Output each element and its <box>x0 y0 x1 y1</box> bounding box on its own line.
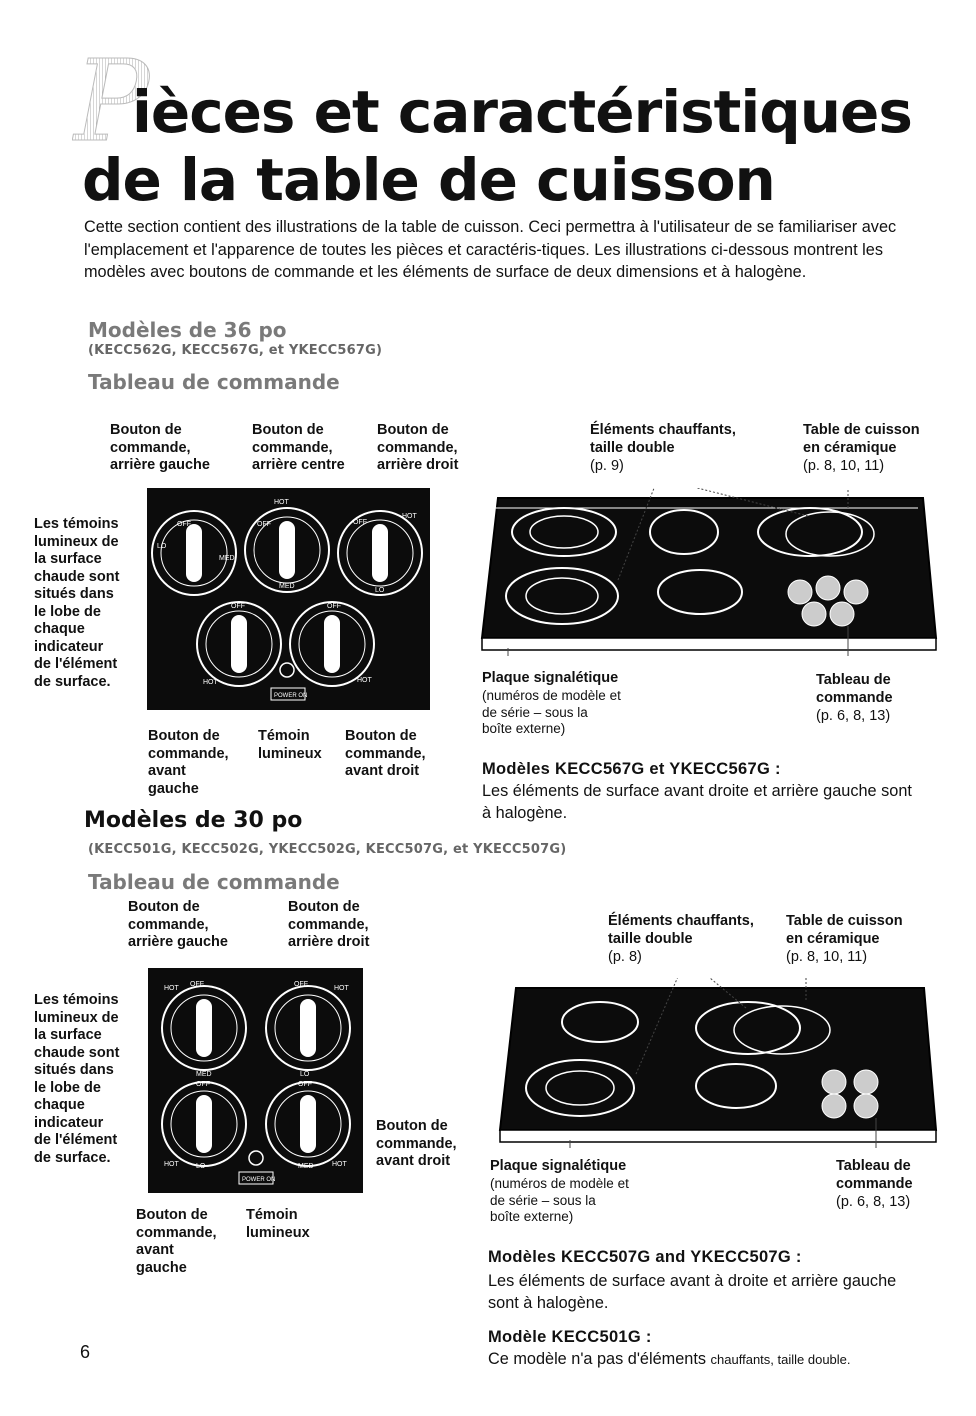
svg-text:HOT: HOT <box>274 499 289 506</box>
cooktop-36-illustration <box>478 488 940 656</box>
label-control-panel-ref-30: (p. 6, 8, 13) <box>836 1194 911 1210</box>
svg-text:OFF: OFF <box>231 603 245 610</box>
label-knob-front-right-30: Bouton de commande, avant droit <box>376 1118 457 1169</box>
label-knob-rear-center-36: Bouton de commande, arrière centre <box>252 422 345 473</box>
label-knob-front-right-36: Bouton de commande, avant droit <box>345 728 426 779</box>
knob-rear-center-36[interactable] <box>245 499 329 592</box>
label-knob-rear-right-30: Bouton de commande, arrière droit <box>288 899 370 950</box>
knob-rear-left-30[interactable] <box>162 981 246 1078</box>
model-501-text: Ce modèle n'a pas d'éléments chauffants, taille double. <box>488 1350 851 1368</box>
knob-front-right-36[interactable] <box>290 602 374 686</box>
knob-front-left-30[interactable] <box>162 1081 246 1170</box>
svg-text:OFF: OFF <box>298 1081 312 1088</box>
svg-text:LO: LO <box>196 1163 206 1170</box>
label-dual-elements-ref-36: (p. 9) <box>590 458 624 474</box>
svg-text:OFF: OFF <box>177 521 191 528</box>
svg-text:OFF: OFF <box>196 1081 210 1088</box>
svg-text:HOT: HOT <box>357 677 372 684</box>
label-indicator-36: Témoin lumineux <box>258 728 322 762</box>
models-30-text: Les éléments de surface avant à droite et arrière gauche sont à halogène. <box>488 1272 897 1312</box>
svg-text:MED: MED <box>298 1163 314 1170</box>
svg-text:MED: MED <box>196 1071 212 1078</box>
svg-text:OFF: OFF <box>353 519 367 526</box>
models-36-text: Les éléments de surface avant droite et arrière gauche sont à halogène. <box>482 782 912 822</box>
indicator-light-36 <box>280 663 294 677</box>
label-knob-front-left-30: Bouton de commande, avant gauche <box>136 1207 217 1276</box>
section-36-subheading: Tableau de commande <box>88 370 340 394</box>
svg-text:HOT: HOT <box>203 679 218 686</box>
label-ceramic-36: Table de cuisson en céramique <box>803 422 920 456</box>
page-title-line-2: de la table de cuisson <box>82 146 775 214</box>
svg-text:OFF: OFF <box>294 981 308 988</box>
section-30-subheading: Tableau de commande <box>88 870 340 894</box>
label-ceramic-30: Table de cuisson en céramique <box>786 913 903 947</box>
svg-text:LO: LO <box>157 543 167 550</box>
svg-text:MED: MED <box>219 555 235 562</box>
label-ceramic-ref-30: (p. 8, 10, 11) <box>786 949 868 965</box>
section-30-model-codes: (KECC501G, KECC502G, YKECC502G, KECC507G, et YKECC507G) <box>88 842 567 857</box>
section-36-model-codes: (KECC562G, KECC567G, et YKECC567G) <box>88 343 383 358</box>
label-knob-rear-left-30: Bouton de commande, arrière gauche <box>128 899 228 950</box>
label-rating-plate-36: Plaque signalétique <box>482 670 619 686</box>
model-501-heading: Modèle KECC501G : <box>488 1328 652 1346</box>
cooktop-30-illustration <box>496 978 940 1148</box>
svg-text:LO: LO <box>375 587 385 594</box>
label-knob-front-left-36: Bouton de commande, avant gauche <box>148 728 229 797</box>
svg-text:OFF: OFF <box>327 603 341 610</box>
svg-text:POWER ON: POWER ON <box>274 693 308 699</box>
label-control-panel-36: Tableau de commande <box>816 672 893 706</box>
models-36-heading: Modèles KECC567G et YKECC567G : <box>482 760 781 778</box>
svg-text:POWER ON: POWER ON <box>242 1177 276 1183</box>
label-rating-plate-30: Plaque signalétique <box>490 1158 627 1174</box>
intro-paragraph: Cette section contient des illustrations de la table de cuisson. Ceci permettra à l'utilisateur de se familiariser avec l'emplacement et l'apparence de toutes les pièces et caractéris-tiques. Les illustrations ci-dessous montrent les modèles avec boutons de commande et les éléments de surface de deux dimensions et à halogène. <box>84 218 897 281</box>
label-rating-plate-detail-30: (numéros de modèle et de série – sous la boîte externe) <box>490 1176 629 1224</box>
svg-text:HOT: HOT <box>402 513 417 520</box>
page-number: 6 <box>80 1342 91 1362</box>
control-panel-36 <box>147 488 430 710</box>
svg-text:HOT: HOT <box>332 1161 347 1168</box>
svg-text:P: P <box>74 48 150 148</box>
svg-text:HOT: HOT <box>164 1161 179 1168</box>
svg-text:HOT: HOT <box>164 985 179 992</box>
label-control-panel-ref-36: (p. 6, 8, 13) <box>816 708 891 724</box>
svg-text:HOT: HOT <box>334 985 349 992</box>
control-panel-30 <box>148 968 363 1193</box>
label-indicator-30: Témoin lumineux <box>246 1207 310 1241</box>
svg-text:OFF: OFF <box>190 981 204 988</box>
knob-front-left-36[interactable] <box>197 602 281 686</box>
knob-rear-left-36[interactable] <box>152 511 236 595</box>
knob-rear-right-30[interactable] <box>266 981 350 1078</box>
section-30-heading: Modèles de 30 po <box>84 808 303 833</box>
label-ceramic-ref-36: (p. 8, 10, 11) <box>803 458 885 474</box>
knob-front-right-30[interactable] <box>266 1081 350 1170</box>
label-knob-rear-right-36: Bouton de commande, arrière droit <box>377 422 459 473</box>
label-control-panel-30: Tableau de commande <box>836 1158 913 1192</box>
indicator-light-30 <box>249 1151 263 1165</box>
label-hot-lights-30: Les témoins lumineux de la surface chaude sont situés dans le lobe de chaque indicateur de l'élément de surface. <box>34 992 120 1166</box>
label-dual-elements-36: Éléments chauffants, taille double <box>590 422 736 456</box>
label-dual-elements-ref-30: (p. 8) <box>608 949 642 965</box>
section-36-heading: Modèles de 36 po <box>88 318 287 342</box>
label-dual-elements-30: Éléments chauffants, taille double <box>608 913 754 947</box>
svg-text:OFF: OFF <box>257 521 271 528</box>
label-knob-rear-left-36: Bouton de commande, arrière gauche <box>110 422 210 473</box>
page-title-line-1: ièces et caractéristiques <box>132 78 912 146</box>
svg-text:LO: LO <box>300 1071 310 1078</box>
label-hot-lights-36: Les témoins lumineux de la surface chaude sont situés dans le lobe de chaque indicateur de l'élément de surface. <box>34 516 120 690</box>
label-rating-plate-detail-36: (numéros de modèle et de série – sous la boîte externe) <box>482 688 621 736</box>
svg-text:MED: MED <box>279 583 295 590</box>
models-30-heading: Modèles KECC507G and YKECC507G : <box>488 1248 802 1266</box>
knob-rear-right-36[interactable] <box>338 511 422 595</box>
